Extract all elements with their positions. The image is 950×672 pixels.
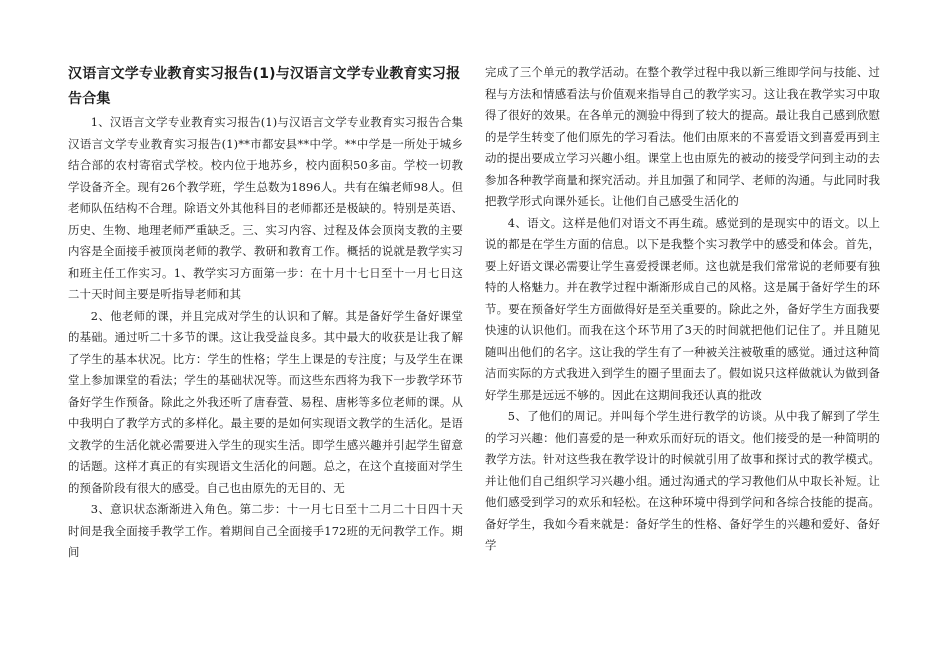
paragraph-1: 1、汉语言文学专业教育实习报告(1)与汉语言文学专业教育实习报告合集汉语言文学专业教育实习报告(1)**市都安县**中学。**中学是一所处于城乡结合部的农村寄宿式学校。校内位于地苏乡，校内面积50多亩。学校一切教学设备齐全。现有26个教学班，学生总数为1896人。共有在编老师98人。但老师队伍结构不合理。除语文外其他科目的老师都还是极缺的。特别是英语、历史、生物、地理老师严重缺乏。三、实习内容、过程及体会顶岗支教的主要内容是全面接手被顶岗老师的教学、教研和教育工作。概括的说就是教学实习和班主任工作实习。1、教学实习方面第一步：在十月十七日至十一月七日这二十天时间主要是听指导老师和其 [68, 115, 463, 301]
paragraph-5: 5、了他们的周记。并叫每个学生进行教学的访谈。从中我了解到了学生的学习兴趣：他们喜爱的是一种欢乐而好玩的语文。他们接受的是一种简明的教学方法。针对这些我在教学设计的时候就引用了故事和探讨式的教学模式。并让他们自己组织学习兴趣小组。通过沟通式的学习教他们从中取长补短。让他们感受到学习的欢乐和轻松。在这种环境中得到学问和各综合技能的提高。备好学生，我如今看来就是：备好学生的性格、备好学生的兴趣和爱好、备好学 [485, 409, 880, 552]
paragraph-2: 2、他老师的课，并且完成对学生的认识和了解。其是备好学生备好课堂的基础。通过听二十多节的课。这让我受益良多。其中最大的收获是让我了解了学生的基本状况。比方：学生的性格；学生上课是的专注度；与及学生在课堂上参加课堂的看法；学生的基础状况等。而这些东西将为我下一步教学环节备好学生作预备。除此之外我还听了唐春萱、易程、唐彬等多位老师的课。从中我明白了教学方式的多样化。最主要的是如何实现语文教学的生活化。是语文教学的生活化就必需要进入学生的现实生活。即学生感兴趣并引起学生留意的话题。这样才真正的有实现语文生活化的问题。总之，在这个直接面对学生的预备阶段有很大的感受。自己也由原先的无目的、无 [68, 308, 463, 495]
right-column [485, 62, 880, 557]
left-column [68, 62, 463, 564]
paragraph-3: 3、意识状态渐渐进入角色。第二步：十一月七日至十二月二十日四十天时间是我全面接手教学工作。着期间自己全面接手172班的无问教学工作。期间 [68, 502, 463, 559]
document-title: 汉语言文学专业教育实习报告(1)与汉语言文学专业教育实习报告合集 [68, 66, 461, 107]
paragraph-3-continued: 完成了三个单元的教学活动。在整个教学过程中我以新三维即学问与技能、过程与方法和情感看法与价值观来指导自己的教学实习。这让我在教学实习中取得了很好的效果。在各单元的测验中得到了较大的提高。最让我自己感到欣慰的是学生转变了他们原先的学习看法。他们由原来的不喜爱语文到喜爱再到主动的提出要成立学习兴趣小组。课堂上也由原先的被动的接受学问到主动的去参加各种教学商量和探究活动。并且加强了和同学、老师的沟通。与此同时我把教学形式向课外延长。让他们自己感受生活化的 [485, 65, 880, 208]
paragraph-4: 4、语文。这样是他们对语文不再生疏。感觉到的是现实中的语文。以上说的都是在学生方面的信息。以下是我整个实习教学中的感受和体会。首先，要上好语文课必需要让学生喜爱授课老师。这也就是我们常常说的老师要有独特的人格魅力。并在教学过程中渐渐形成自己的风格。这是属于备好学生的环节。要在预备好学生方面做得好是至关重要的。除此之外，备好学生方面我要快速的认识他们。而我在这个环节用了3天的时间就把他们记住了。并且随见随叫出他们的名字。这让我的学生有了一种被关注被敬重的感觉。通过这种简洁而实际的方式我进入到学生的圈子里面去了。假如说只这样做就认为做到备好学生那是远远不够的。因此在这期间我还认真的批改 [485, 215, 880, 402]
